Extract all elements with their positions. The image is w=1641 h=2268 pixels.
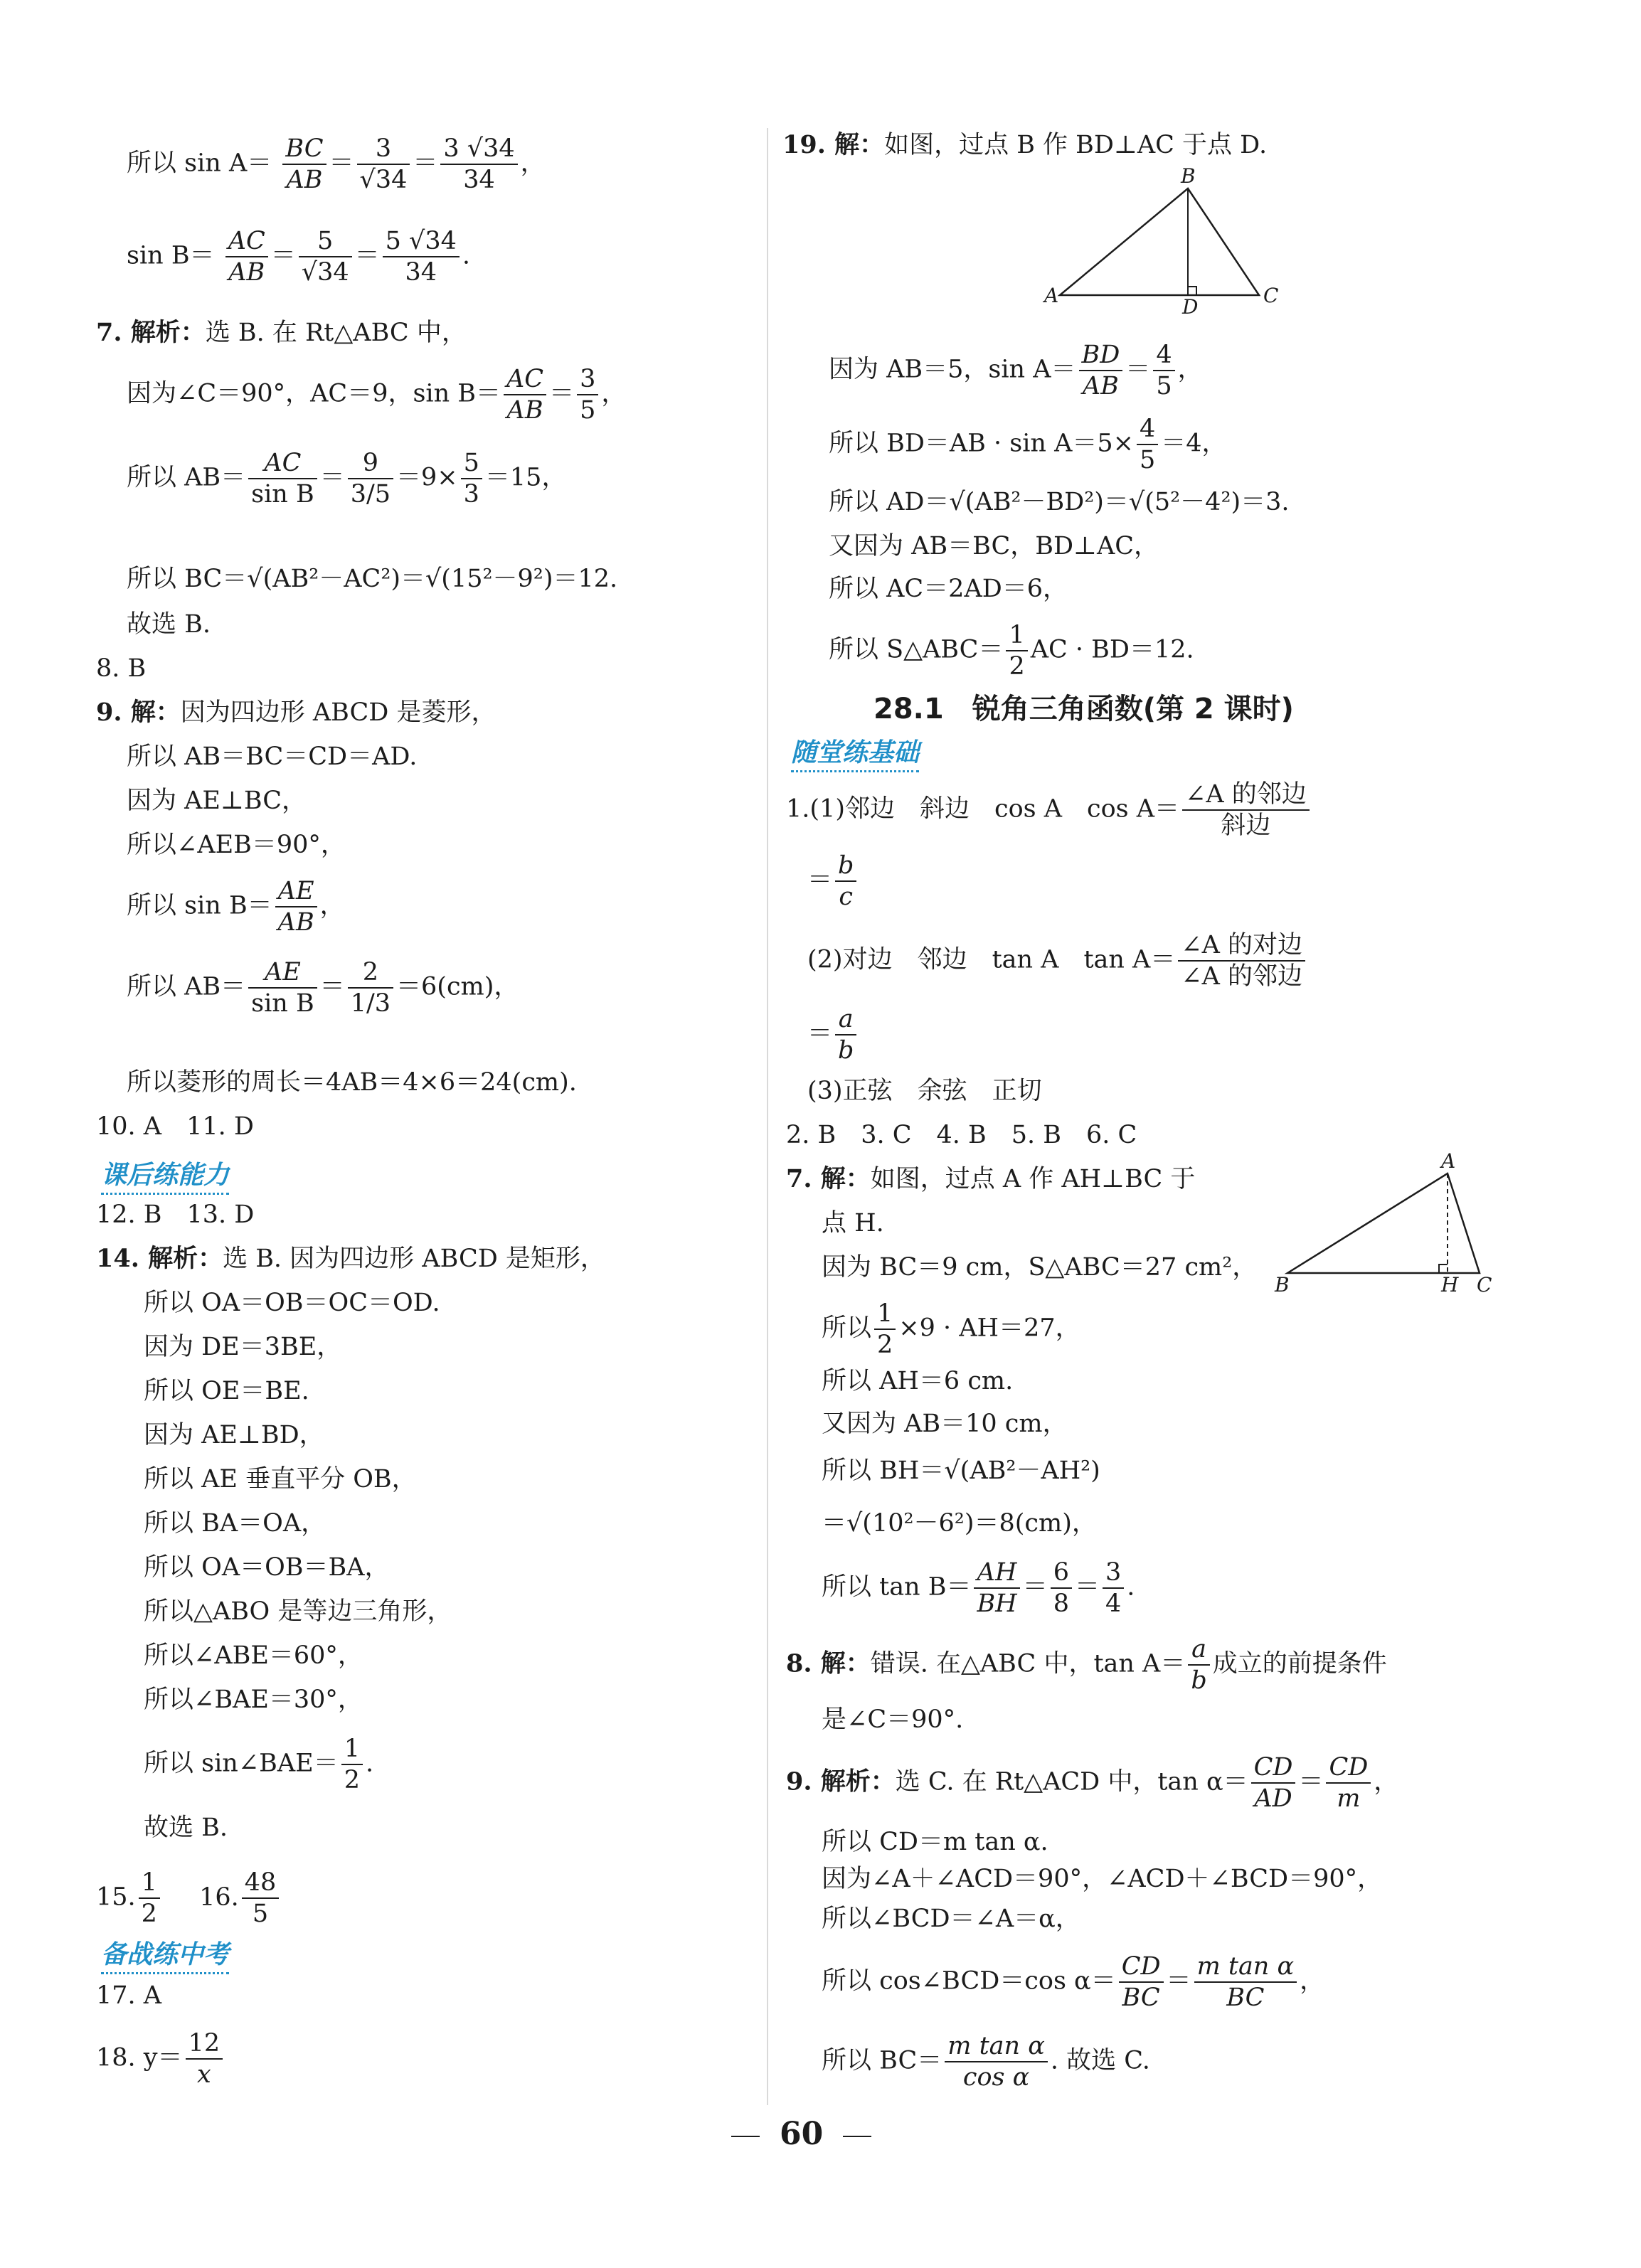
q9-line3: 因为 AE⊥BC，: [127, 787, 307, 815]
fraction: $\frac{AC}{AB}$: [504, 364, 546, 425]
r7-line7: 所以 BH＝√(AB²－AH²): [822, 1457, 1100, 1485]
q19-line5: 所以 AC＝2AD＝6，: [829, 575, 1068, 603]
q15-16-answers: 15. $\frac{1}{2}$ 16. $\frac{48}{5}$: [96, 1868, 282, 1929]
fraction: $\frac{1}{2}$: [1006, 620, 1027, 681]
fraction: $\frac{BD}{AB}$: [1079, 340, 1123, 401]
q14-line2: 所以 OA＝OB＝OC＝OD.: [144, 1289, 440, 1317]
section-heading-after-class: 课后练能力: [101, 1155, 229, 1195]
r7-line9: 所以 tan B＝ $\frac{AH}{BH}$ ＝ $\frac{6}{8}$ ＝ $\frac{3}{4}$ .: [822, 1558, 1135, 1618]
q14-line6: 所以 AE 垂直平分 OB，: [144, 1465, 417, 1494]
r7-heading: 7. 解：如图，过点 A 作 AH⊥BC 于: [786, 1164, 1196, 1193]
r1-line2: ＝ $\frac{b}{c}$: [807, 851, 859, 912]
fraction: $\frac{b}{c}$: [835, 851, 856, 912]
fraction: $\frac{2}{1/3}$: [348, 957, 393, 1018]
r9-line2: 所以 CD＝m tan α.: [822, 1828, 1048, 1856]
fraction: $\frac{3}{√34}$: [357, 134, 410, 195]
figure-7-triangle: [1266, 1152, 1508, 1294]
r9-line6: 所以 BC＝ $\frac{\text{m tan α}}{\text{cos α}}$ . 故选 C.: [822, 2032, 1150, 2092]
page-number-dash: [731, 2136, 760, 2137]
section-title: 28.1 锐角三角函数(第 2 课时): [873, 693, 1294, 725]
fraction: $\frac{BC}{AB}$: [282, 134, 326, 195]
page-number: 60: [711, 2116, 891, 2152]
fraction: $\frac{4}{5}$: [1153, 340, 1174, 401]
fraction: $\frac{3}{5}$: [577, 364, 598, 425]
fraction: $\frac{CD}{BC}$: [1119, 1952, 1164, 2013]
label-B: B: [1275, 1273, 1290, 1294]
r9-line4: 所以∠BCD＝∠A＝α，: [822, 1905, 1080, 1933]
r1-line1: 1.(1)邻边 斜边 cos A cos A＝ $\frac{\text{∠A 的邻边}}{\text{斜边}}$: [786, 779, 1312, 841]
r1-line4: ＝ $\frac{a}{b}$: [807, 1004, 859, 1065]
triangle-abc: [1287, 1173, 1480, 1273]
fraction: $\frac{1}{2}$: [341, 1734, 363, 1795]
q7-line4: 所以 BC＝√(AB²－AC²)＝√(15²－9²)＝12.: [127, 565, 618, 593]
fraction: $\frac{\text{∠A 的对边}}{\text{∠A 的邻边}}$: [1178, 930, 1305, 991]
q18-answer: 18. y＝ $\frac{12}{x}$: [96, 2028, 225, 2089]
fraction: $\frac{3}{4}$: [1103, 1558, 1124, 1619]
q14-line7: 所以 BA＝OA，: [144, 1509, 326, 1538]
q10-11-answers: 10. A 11. D: [96, 1112, 254, 1141]
q7-heading: 7. 解析：选 B. 在 Rt△ABC 中，: [96, 318, 467, 347]
fraction: $\frac{5}{3}$: [461, 448, 482, 509]
q19-line3: 所以 AD＝√(AB²－BD²)＝√(5²－4²)＝3.: [829, 488, 1290, 516]
label-C: C: [1263, 284, 1279, 307]
q9-line5: 所以 sin B＝ $\frac{AE}{AB}$ ，: [127, 877, 345, 937]
fraction: $\frac{4}{5}$: [1137, 414, 1158, 475]
section-heading-exam: 备战练中考: [101, 1934, 229, 1974]
triangle-abc: [1060, 188, 1259, 295]
q7-line5: 故选 B.: [127, 610, 211, 639]
line-sinA: 所以 sin A＝ $\frac{BC}{AB}$ ＝ $\frac{3}{√34}$ ＝ $\frac{3 √34}{34}$ ，: [127, 134, 546, 194]
label-B: B: [1181, 167, 1196, 188]
r7-line3: 因为 BC＝9 cm，S△ABC＝27 cm²，: [822, 1253, 1258, 1282]
q14-line12: 所以 sin∠BAE＝ $\frac{1}{2}$ .: [144, 1735, 374, 1794]
r7-line6: 又因为 AB＝10 cm，: [822, 1410, 1068, 1438]
column-divider: [767, 128, 768, 2105]
r7-line2: 点 H.: [822, 1209, 884, 1237]
fraction: $\frac{5 √34}{34}$: [383, 226, 460, 287]
fraction: $\frac{\text{m tan α}}{BC}$: [1194, 1952, 1297, 2013]
fraction: $\frac{a}{b}$: [835, 1004, 856, 1065]
q14-line13: 故选 B.: [144, 1814, 228, 1842]
r2-6-answers: 2. B 3. C 4. B 5. B 6. C: [786, 1121, 1137, 1149]
r9-line1: 9. 解析：选 C. 在 Rt△ACD 中，tan α＝ $\frac{CD}{AD}$ ＝ $\frac{CD}{m}$ ，: [786, 1753, 1399, 1813]
r1-line5: (3)正弦 余弦 正切: [807, 1077, 1042, 1105]
label-A: A: [1044, 284, 1059, 307]
r9-line5: 所以 cos∠BCD＝cos α＝ $\frac{CD}{BC}$ ＝ $\frac{\text{m tan α}}{BC}$ ，: [822, 1952, 1325, 2012]
fraction: $\frac{CD}{m}$: [1326, 1752, 1371, 1814]
label-A: A: [1441, 1152, 1456, 1173]
q14-heading: 14. 解析：选 B. 因为四边形 ABCD 是矩形，: [96, 1244, 605, 1273]
r7-line5: 所以 AH＝6 cm.: [822, 1367, 1014, 1395]
q9-line2: 所以 AB＝BC＝CD＝AD.: [127, 742, 418, 771]
fraction: $\frac{AE}{\text{sin B}}$: [248, 957, 317, 1018]
figure-19-triangle: [1039, 167, 1295, 320]
fraction: $\frac{5}{√34}$: [299, 226, 352, 287]
section-heading-in-class: 随堂练基础: [791, 733, 919, 772]
q19-line1: 因为 AB＝5，sin A＝ $\frac{BD}{AB}$ ＝ $\frac{4}{5}$ ，: [829, 341, 1203, 400]
fraction: $\frac{a}{b}$: [1188, 1634, 1209, 1695]
q14-line11: 所以∠BAE＝30°，: [144, 1686, 363, 1714]
q14-line4: 所以 OE＝BE.: [144, 1377, 309, 1405]
q9-line7: 所以菱形的周长＝4AB＝4×6＝24(cm).: [127, 1068, 577, 1097]
fraction: $\frac{48}{5}$: [242, 1868, 280, 1929]
fraction: $\frac{AE}{AB}$: [275, 876, 317, 937]
q19-line2: 所以 BD＝AB · sin A＝5× $\frac{4}{5}$ ＝4，: [829, 415, 1227, 474]
fraction: $\frac{CD}{AD}$: [1251, 1752, 1296, 1814]
fraction: $\frac{6}{8}$: [1051, 1558, 1072, 1619]
fraction: $\frac{\text{m tan α}}{\text{cos α}}$: [945, 2031, 1048, 2092]
fraction: $\frac{1}{2}$: [874, 1299, 896, 1360]
q19-line6: 所以 S△ABC＝ $\frac{1}{2}$ AC · BD＝12.: [829, 621, 1194, 681]
line-sinB: sin B＝ $\frac{AC}{AB}$ ＝ $\frac{5}{√34}$ ＝ $\frac{5 √34}{34}$ .: [127, 227, 470, 287]
q7-line2: 因为∠C＝90°，AC＝9，sin B＝ $\frac{AC}{AB}$ ＝ $\frac{3}{5}$ ，: [127, 365, 627, 425]
q14-line3: 因为 DE＝3BE，: [144, 1333, 342, 1361]
label-C: C: [1477, 1273, 1492, 1294]
q14-line8: 所以 OA＝OB＝BA，: [144, 1553, 390, 1582]
r7-line4: 所以 $\frac{1}{2}$ ×9 · AH＝27，: [822, 1299, 1080, 1359]
q12-13-answers: 12. B 13. D: [96, 1200, 255, 1229]
q9-line4: 所以∠AEB＝90°，: [127, 831, 346, 859]
r9-line3: 因为∠A＋∠ACD＝90°，∠ACD＋∠BCD＝90°，: [822, 1865, 1383, 1893]
fraction: $\frac{AC}{\text{sin B}}$: [248, 448, 317, 509]
q14-line10: 所以∠ABE＝60°，: [144, 1641, 363, 1670]
page-number-dash: [843, 2136, 871, 2137]
fraction: $\frac{AH}{BH}$: [974, 1558, 1019, 1619]
q8-answer: 8. B: [96, 654, 147, 683]
q9-line6: 所以 AB＝ $\frac{AE}{\text{sin B}}$ ＝ $\frac{2}{1/3}$ ＝6(cm)，: [127, 958, 519, 1018]
r1-line3: (2)对边 邻边 tan A tan A＝ $\frac{\text{∠A 的对边}}{\text{∠A 的邻边}}$: [807, 930, 1308, 991]
q9-heading: 9. 解：因为四边形 ABCD 是菱形，: [96, 698, 496, 727]
fraction: $\frac{12}{x}$: [186, 2028, 223, 2089]
q19-line4: 又因为 AB＝BC，BD⊥AC，: [829, 532, 1159, 560]
r8-line2: 是∠C＝90°.: [822, 1705, 964, 1734]
r7-line8: ＝√(10²－6²)＝8(cm)，: [822, 1509, 1097, 1538]
r8-line1: 8. 解：错误. 在△ABC 中，tan A＝ $\frac{a}{b}$ 成立的前提条件: [786, 1635, 1387, 1695]
fraction: $\frac{\text{∠A 的邻边}}{\text{斜边}}$: [1182, 779, 1310, 841]
q17-answer: 17. A: [96, 1981, 162, 2010]
fraction: $\frac{9}{3/5}$: [348, 448, 393, 509]
fraction: $\frac{AC}{AB}$: [225, 226, 268, 287]
q7-line3: 所以 AB＝ $\frac{AC}{\text{sin B}}$ ＝ $\frac{9}{3/5}$ ＝9× $\frac{5}{3}$ ＝15，: [127, 449, 567, 509]
fraction: $\frac{1}{2}$: [139, 1868, 160, 1929]
q14-line5: 因为 AE⊥BD，: [144, 1421, 324, 1449]
label-H: H: [1441, 1273, 1459, 1294]
right-angle-mark: [1188, 287, 1196, 295]
q14-line9: 所以△ABO 是等边三角形，: [144, 1597, 452, 1626]
right-angle-mark: [1439, 1265, 1448, 1273]
q19-heading: 19. 解：如图，过点 B 作 BD⊥AC 于点 D.: [782, 130, 1268, 159]
label-D: D: [1182, 295, 1199, 319]
fraction: $\frac{3 √34}{34}$: [440, 134, 517, 195]
